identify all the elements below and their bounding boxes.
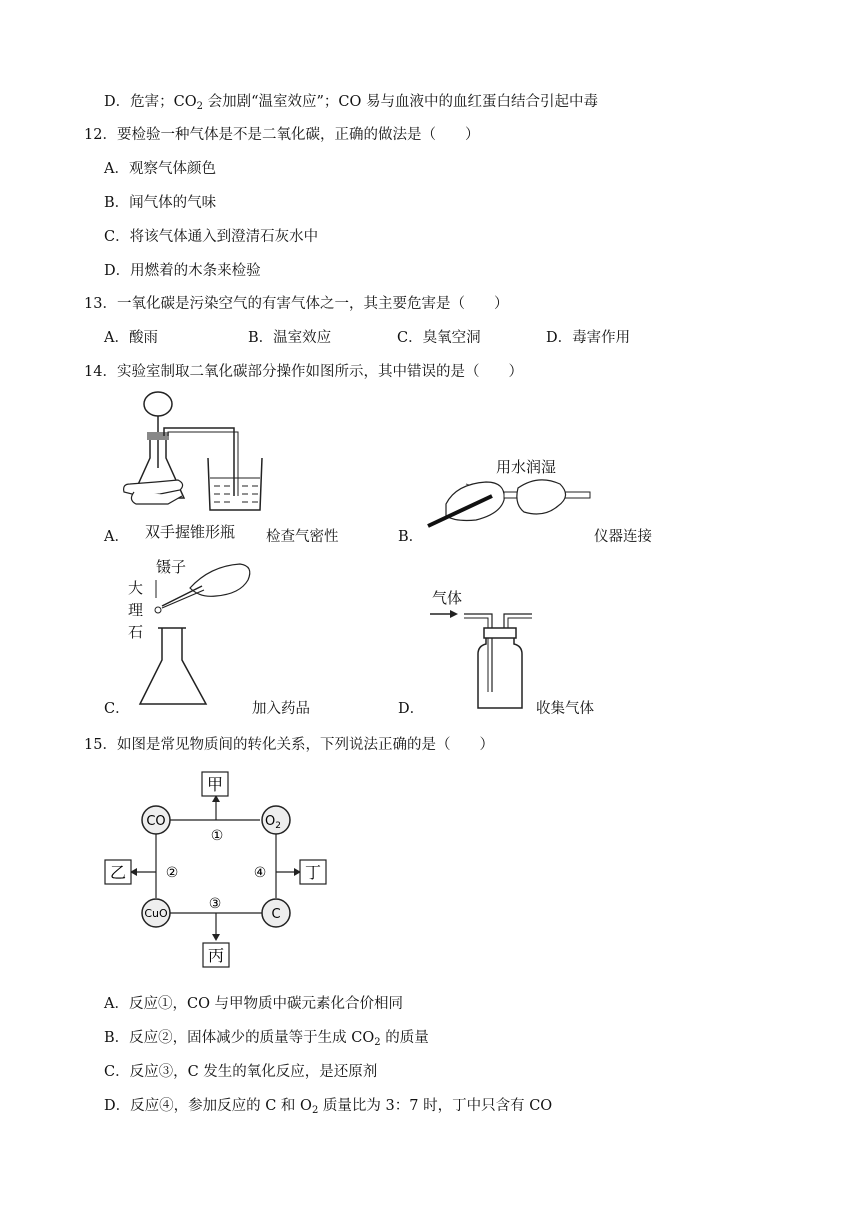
subscript: 2 [311, 1105, 319, 1116]
q12-option-c: C．将该气体通入到澄清石灰水中 [104, 229, 319, 245]
q14-option-c-caption: 加入药品 [252, 701, 310, 717]
figure-gas-collection [428, 604, 538, 712]
q14-option-a-letter: A． [104, 529, 129, 545]
q15-option-b [104, 1026, 429, 1048]
label-bing: 丙 [207, 946, 225, 965]
q12-stem: 12．要检验一种气体是不是二氧化碳，正确的做法是（ ） [84, 127, 480, 143]
reaction-2: ② [165, 865, 179, 881]
figure-c-label-marble-2: 理 [128, 601, 144, 619]
conversion-diagram [100, 768, 340, 974]
q11-d-text-rest: 会加剧“温室效应”；CO 易与血液中的血红蛋白结合引起中毒 [202, 94, 599, 110]
figure-c-label-tweezers: 镊子 [156, 558, 187, 576]
figure-a-label: 双手握锥形瓶 [145, 523, 236, 541]
label-yi: 乙 [109, 863, 127, 882]
q11-d-text: D．危害；CO [104, 94, 197, 110]
figure-add-reagent [130, 560, 260, 712]
q13-option-b: B．温室效应 [248, 330, 332, 346]
node-co: CO [146, 814, 166, 829]
label-jia: 甲 [206, 775, 224, 794]
q15-b-text-rest: 的质量 [380, 1030, 429, 1046]
q14-option-d-caption: 收集气体 [536, 701, 594, 717]
q15-option-a: A．反应①，CO 与甲物质中碳元素化合价相同 [104, 996, 404, 1012]
figure-c-label-marble-1: 大 [128, 579, 144, 597]
q13-stem: 13．一氧化碳是污染空气的有害气体之一，其主要危害是（ ） [84, 296, 509, 312]
subscript: 2 [196, 101, 203, 112]
q13-option-a: A．酸雨 [104, 330, 158, 346]
q15-d-text: D．反应④，参加反应的 C 和 O [104, 1098, 312, 1114]
figure-instrument-connection [426, 474, 596, 534]
reaction-3: ③ [208, 896, 222, 912]
figure-d-label: 气体 [432, 589, 463, 607]
label-ding: 丁 [304, 863, 322, 882]
q14-option-c-letter: C． [104, 701, 130, 717]
q14-option-b-letter: B． [398, 529, 424, 545]
q13-option-d: D．毒害作用 [546, 330, 631, 346]
subscript: 2 [374, 1037, 381, 1048]
figure-c-label-marble-3: 石 [128, 623, 144, 641]
reaction-4: ④ [253, 865, 267, 881]
q12-option-b: B．闻气体的气味 [104, 195, 217, 211]
q14-option-a-caption: 检查气密性 [266, 529, 339, 545]
q15-b-text: B．反应②，固体减少的质量等于生成 CO [104, 1030, 375, 1046]
figure-airtightness-check [120, 388, 270, 540]
q15-option-c: C．反应③，C 发生的氧化反应，是还原剂 [104, 1064, 378, 1080]
node-o2: $O_2$ [265, 814, 281, 831]
q13-option-c: C．臭氧空洞 [397, 330, 481, 346]
q15-option-d [104, 1094, 552, 1116]
q12-option-d: D．用燃着的木条来检验 [104, 263, 261, 279]
q12-option-a: A．观察气体颜色 [104, 161, 216, 177]
q15-d-text-rest: 质量比为 3：7 时，丁中只含有 CO [318, 1098, 553, 1114]
node-c: C [271, 907, 281, 922]
q14-option-d-letter: D． [398, 701, 425, 717]
q15-stem: 15．如图是常见物质间的转化关系，下列说法正确的是（ ） [84, 737, 494, 753]
node-cuo: CuO [144, 907, 168, 920]
figure-b-label: 用水润湿 [496, 458, 557, 476]
q11-option-d [104, 90, 598, 112]
q14-option-b-caption: 仪器连接 [594, 529, 652, 545]
reaction-1: ① [210, 828, 224, 844]
q14-stem: 14．实验室制取二氧化碳部分操作如图所示，其中错误的是（ ） [84, 364, 523, 380]
